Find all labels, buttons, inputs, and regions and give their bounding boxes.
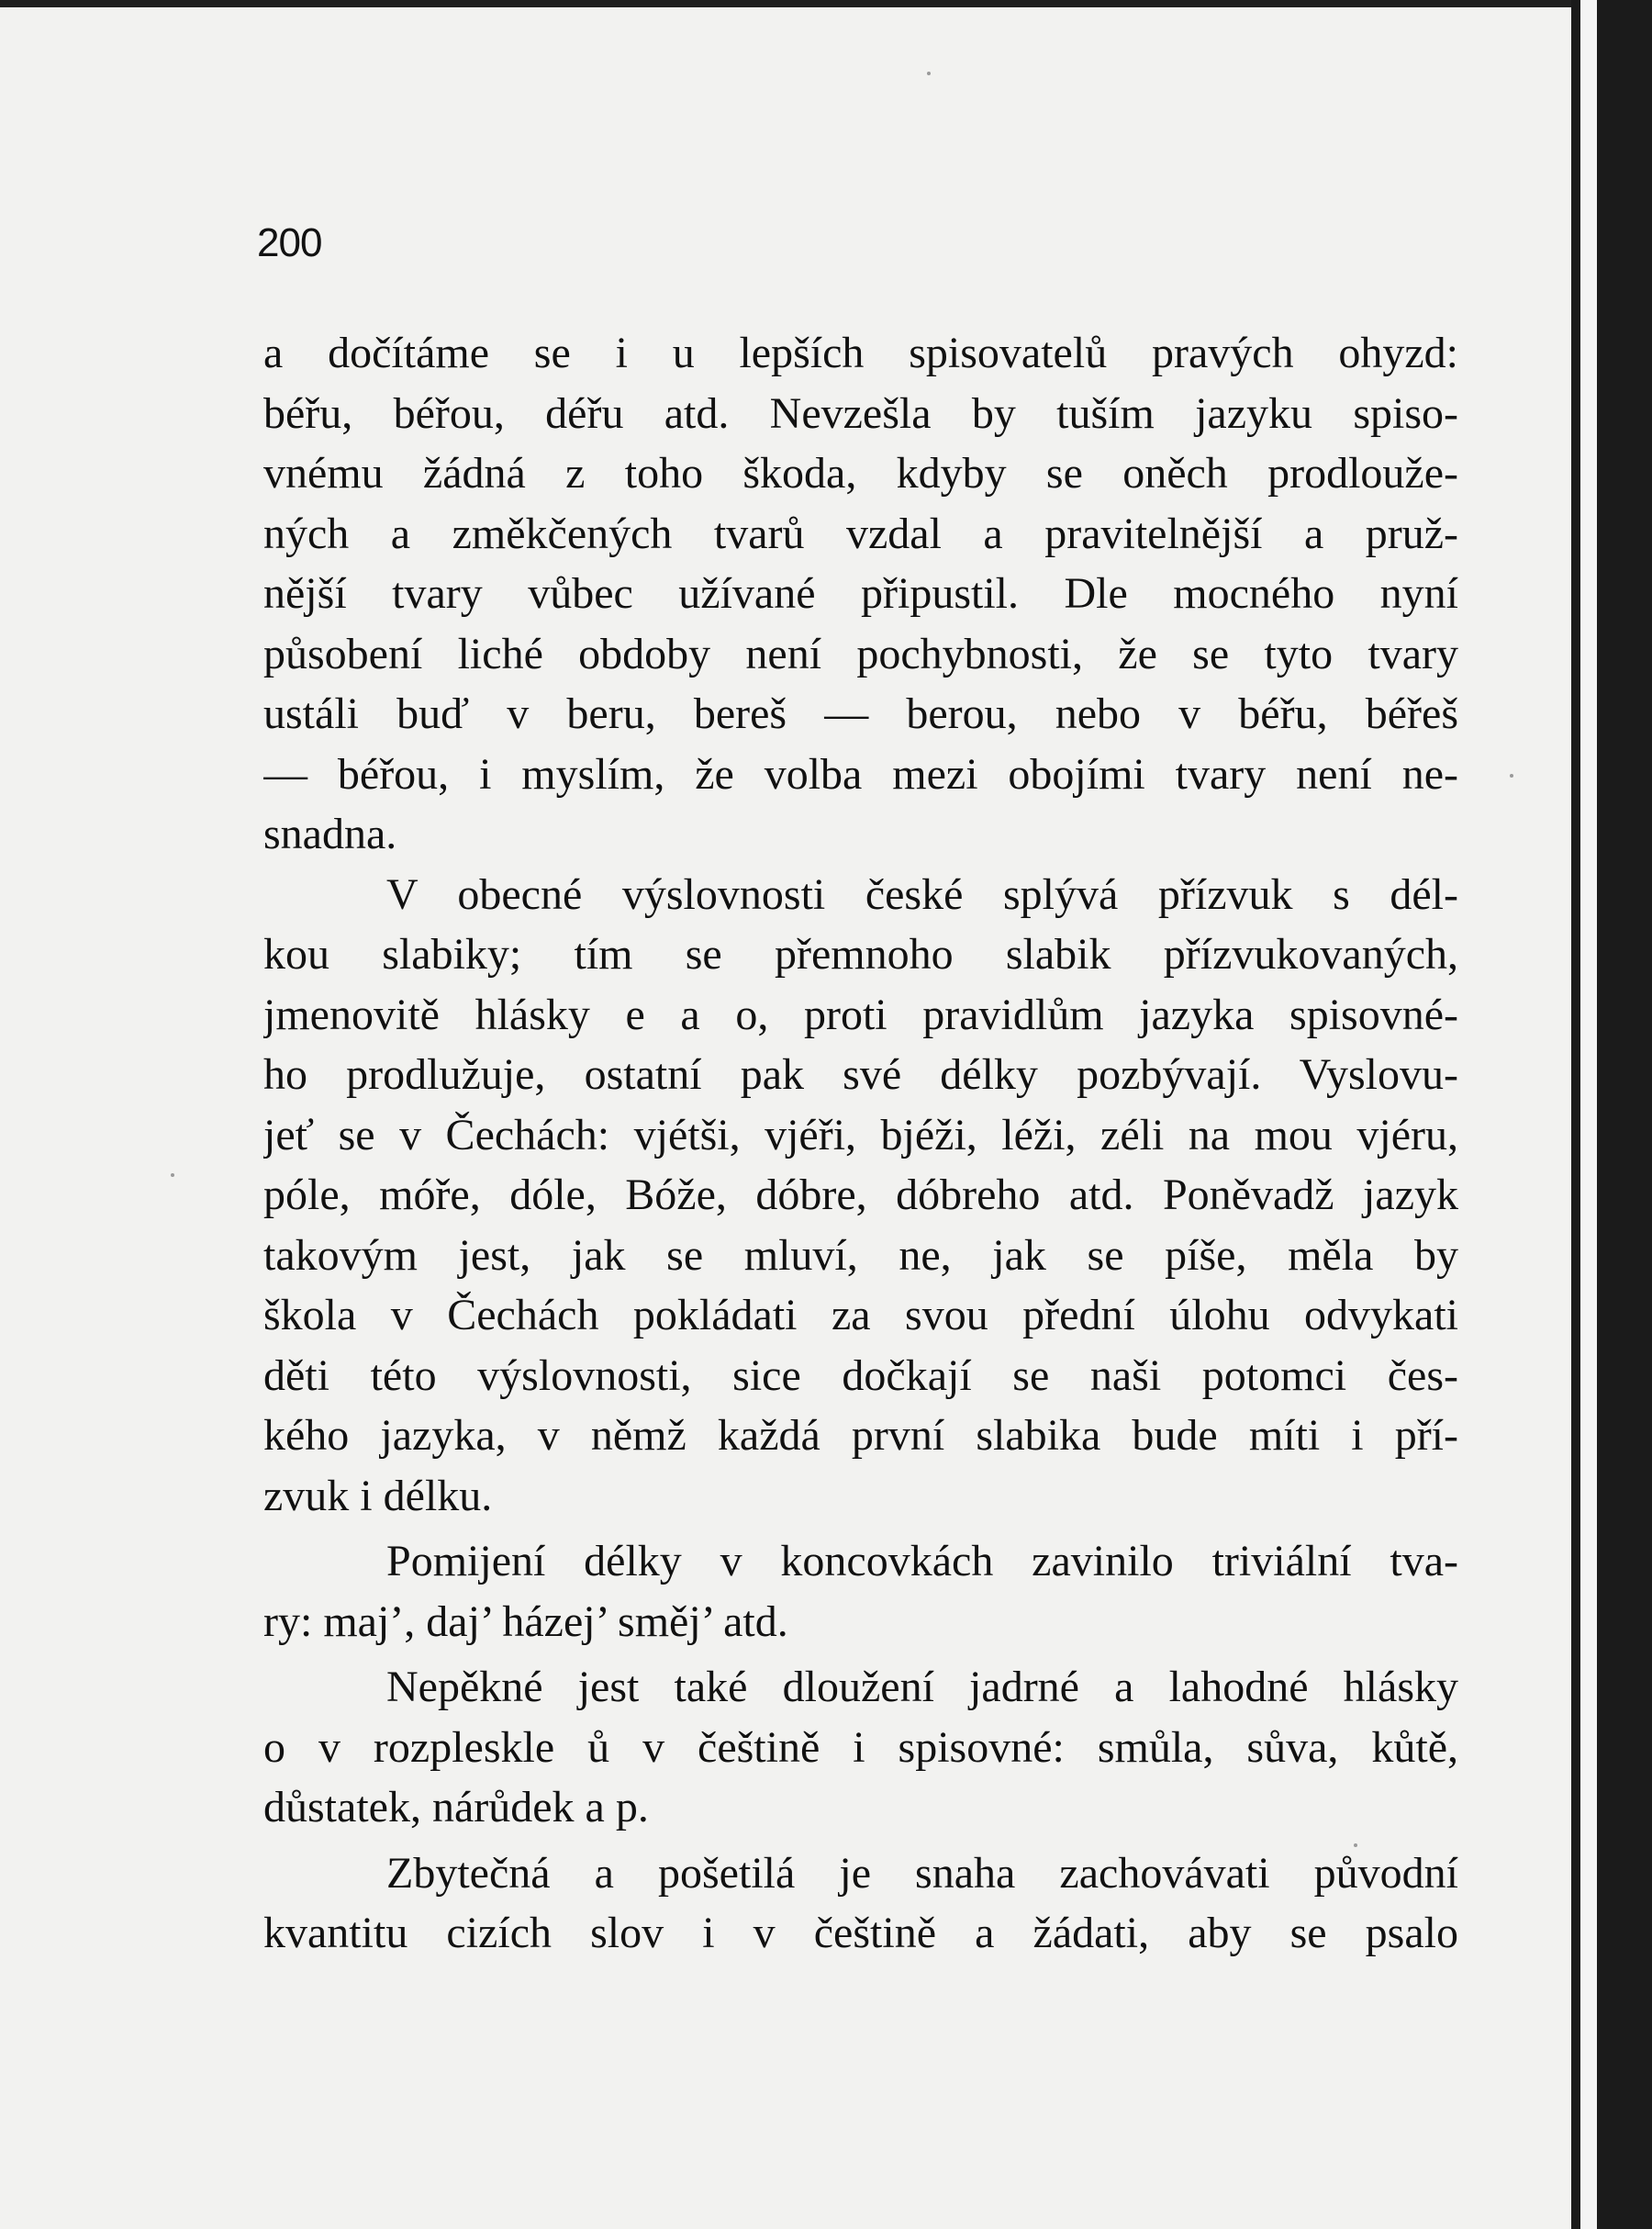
text-line: působení liché obdoby není pochybnosti, že se tyto tvary — [263, 629, 1458, 678]
text-line: důstatek, nárůdek a p. — [263, 1783, 649, 1831]
paper-speck — [1510, 774, 1513, 778]
text-line: škola v Čechách pokládati za svou přední úlohu odvykati — [263, 1291, 1458, 1339]
text-line: ných a změkčených tvarů vzdal a pravitelnější a pruž- — [263, 509, 1458, 558]
paper-speck — [171, 1173, 174, 1177]
page-number: 200 — [257, 220, 322, 265]
text-line: Pomijení délky v koncovkách zavinilo triviální tva- — [386, 1537, 1458, 1585]
text-line: — béřou, i myslím, že volba mezi obojími tvary není ne- — [263, 749, 1458, 799]
text-line: jmenovitě hlásky e a o, proti pravidlům jazyka spisovné- — [263, 990, 1458, 1039]
page-sheet — [0, 7, 1584, 2229]
next-page-edge — [1580, 0, 1597, 2229]
text-line: nější tvary vůbec užívané připustil. Dle mocného nyní — [263, 569, 1458, 618]
text-line: V obecné výslovnosti české splývá přízvuk s dél- — [386, 869, 1458, 919]
scan-border — [1597, 0, 1652, 2229]
text-line: Nepěkné jest také dloužení jadrné a lahodné hlásky — [386, 1663, 1458, 1711]
text-line: děti této výslovnosti, sice dočkají se naši potomci čes- — [263, 1350, 1458, 1400]
text-line: kou slabiky; tím se přemnoho slabik přízvukovaných, — [263, 930, 1458, 979]
text-line: Zbytečná a pošetilá je snaha zachovávati původní — [386, 1848, 1458, 1898]
paper-speck — [927, 72, 931, 75]
text-line: vnému žádná z toho škoda, kdyby se oněch prodlouže- — [263, 449, 1458, 498]
text-line: jeť se v Čechách: vjétši, vjéři, bjéži, léži, zéli na mou vjéru, — [263, 1110, 1458, 1159]
text-line: o v rozpleskle ů v češtině i spisovné: smůla, sůva, kůtě, — [263, 1722, 1458, 1772]
body-text — [263, 323, 1458, 1964]
text-line: a dočítáme se i u lepších spisovatelů pravých ohyzd: — [263, 329, 1458, 377]
text-line: kého jazyka, v němž každá první slabika bude míti i pří- — [263, 1411, 1458, 1460]
text-line: ry: maj’, daj’ házej’ směj’ atd. — [263, 1596, 788, 1646]
text-line: kvantitu cizích slov i v češtině a žádati, aby se psalo — [263, 1909, 1458, 1957]
text-line: takovým jest, jak se mluví, ne, jak se píše, měla by — [263, 1230, 1458, 1280]
text-line: ustáli buď v beru, bereš — berou, nebo v béřu, béřeš — [263, 689, 1458, 738]
paper-speck — [1354, 1843, 1357, 1847]
top-edge — [0, 0, 1652, 7]
text-line: póle, móře, dóle, Bóže, dóbre, dóbreho atd. Poněvadž jazyk — [263, 1171, 1458, 1219]
binding-gutter — [1571, 0, 1580, 2229]
text-line: zvuk i délku. — [263, 1471, 493, 1520]
text-line: ho prodlužuje, ostatní pak své délky pozbývají. Vyslovu- — [263, 1050, 1458, 1099]
text-line: béřu, béřou, déřu atd. Nevzešla by tuším jazyku spiso- — [263, 388, 1458, 438]
text-line: snadna. — [263, 810, 397, 858]
